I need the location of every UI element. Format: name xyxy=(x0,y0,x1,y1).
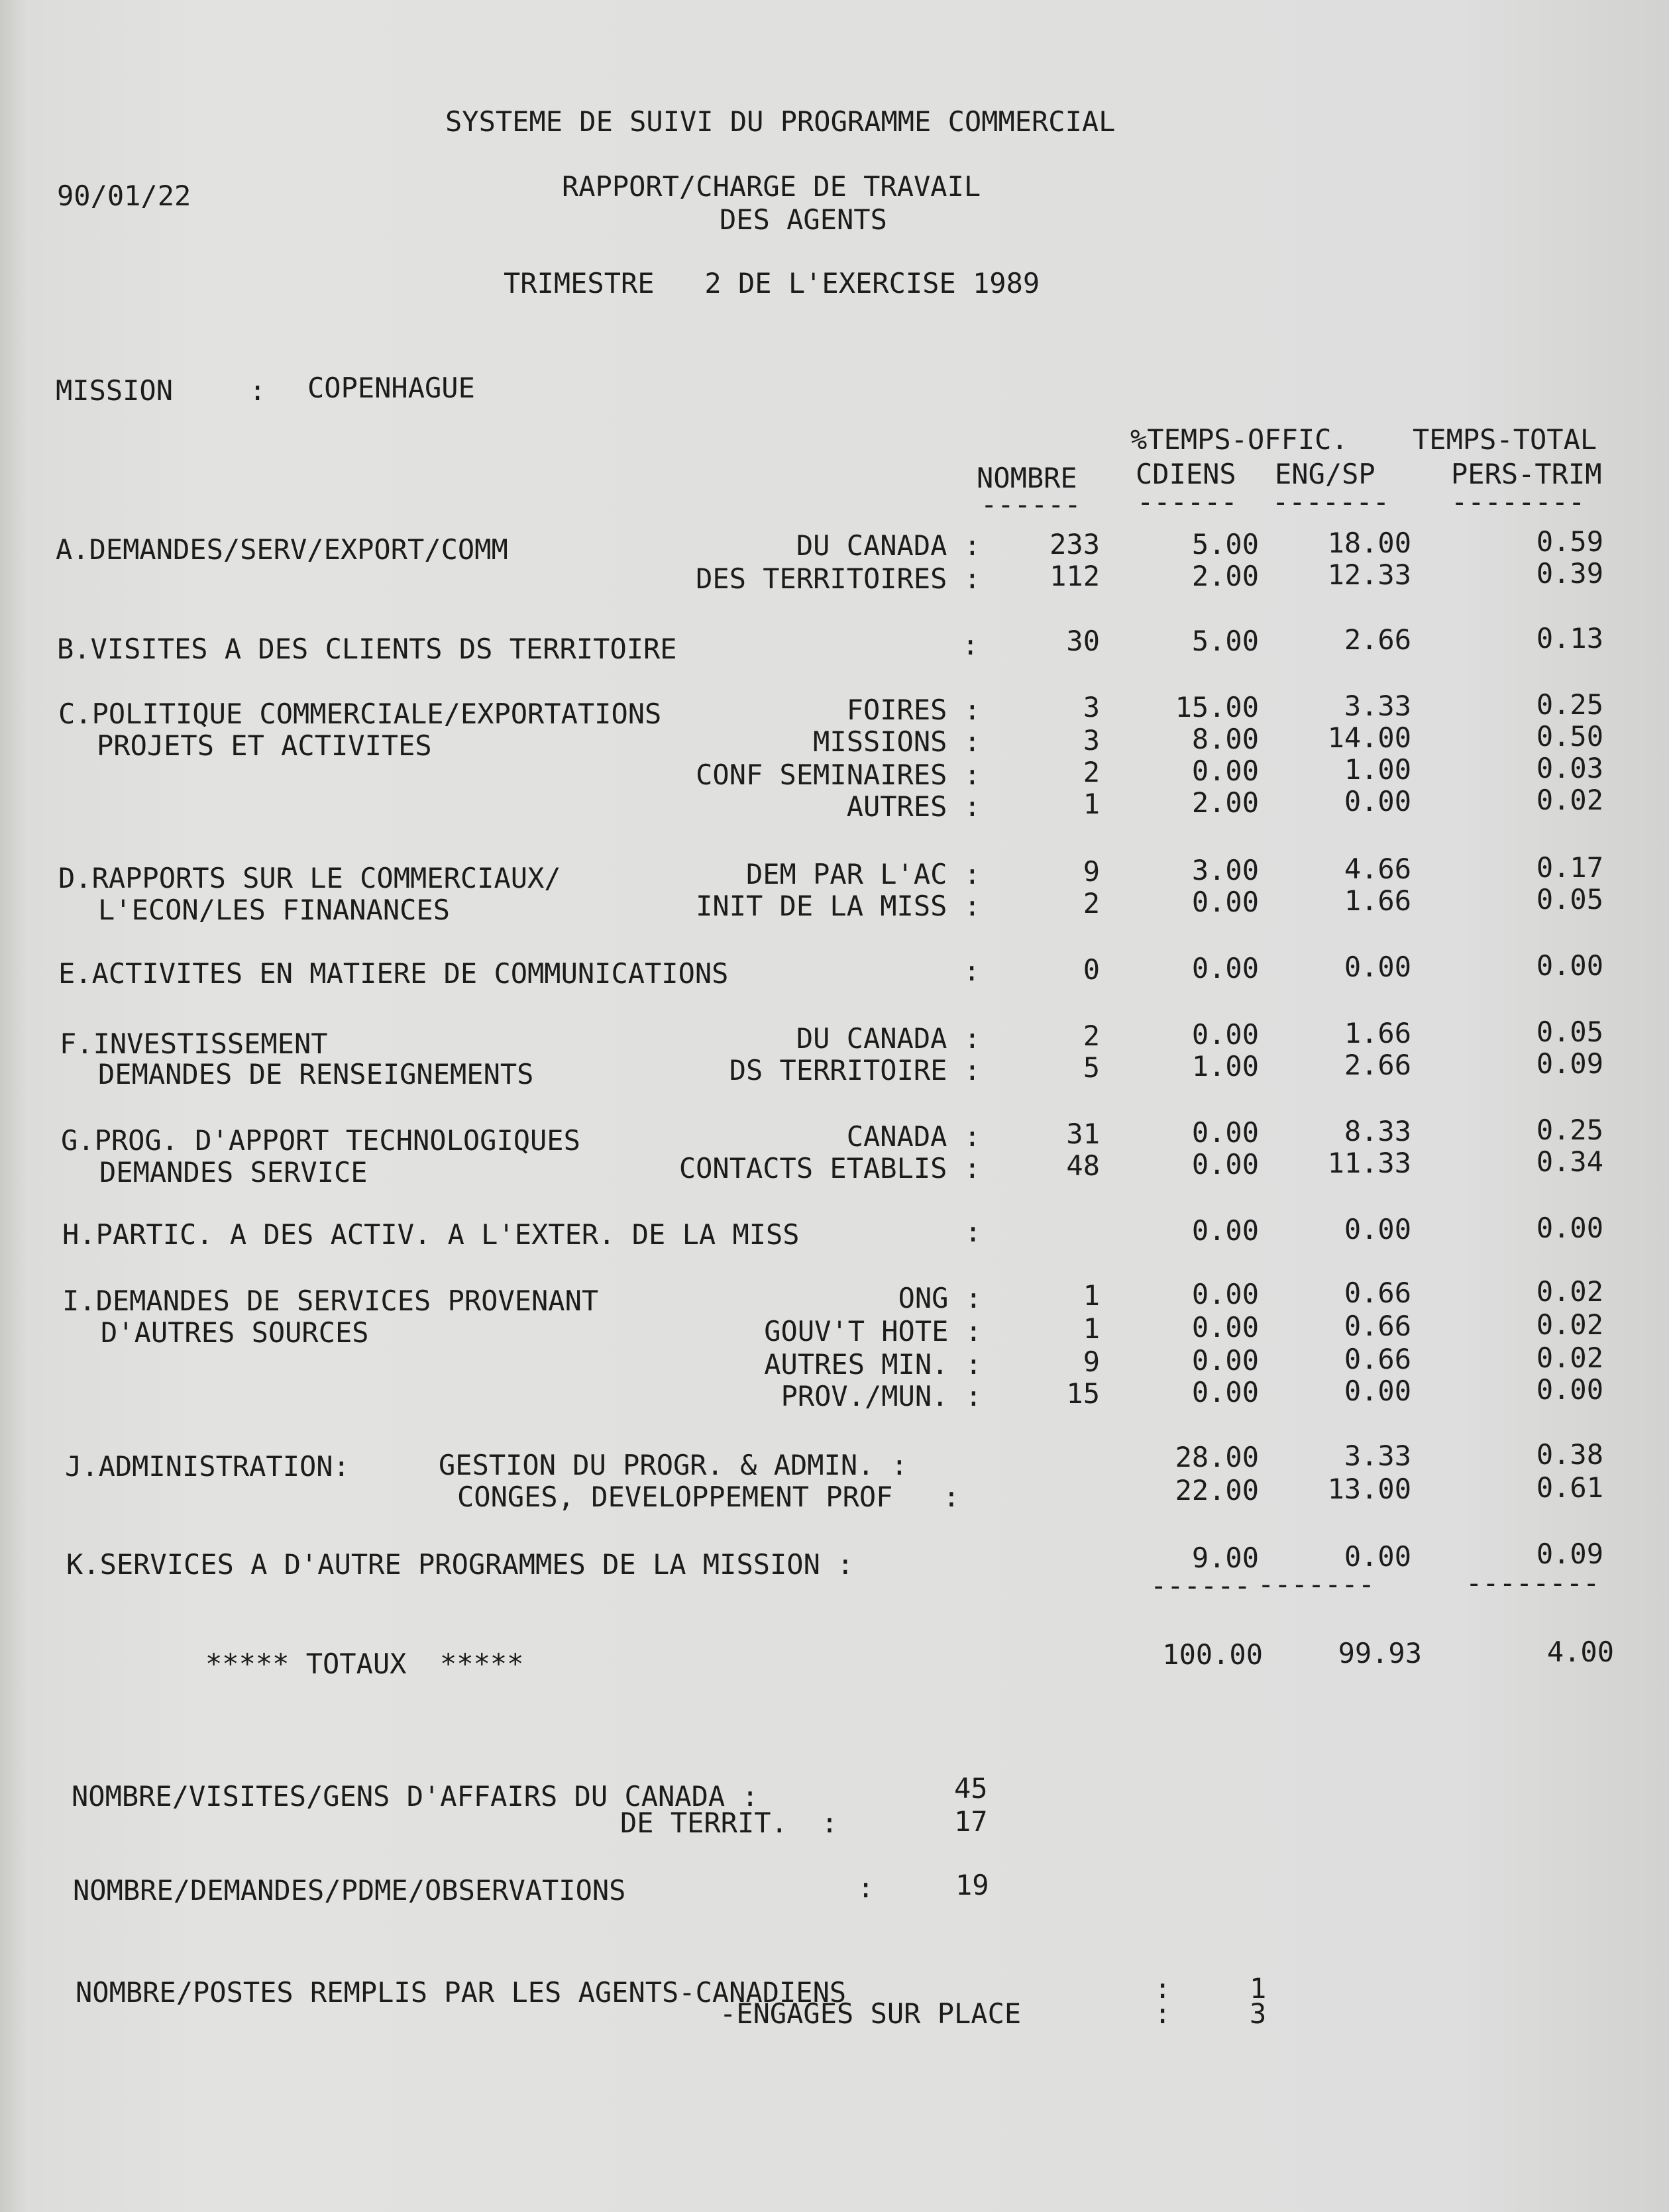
report-title-line-2: DES AGENTS xyxy=(720,203,887,236)
section-i-row-4-label: PROV./MUN. : xyxy=(781,1380,982,1412)
section-d-row-1-label: DEM PAR L'AC : xyxy=(745,858,981,890)
section-j-row-1-pers: 0.38 xyxy=(1536,1438,1603,1471)
section-i-title-2: D'AUTRES SOURCES xyxy=(101,1316,369,1349)
section-e-colon: : xyxy=(963,955,981,987)
section-j-row-1-label: GESTION DU PROGR. & ADMIN. : xyxy=(439,1449,908,1481)
section-c-title-2: PROJETS ET ACTIVITES xyxy=(97,729,432,762)
section-f-row-2-pers: 0.09 xyxy=(1536,1047,1603,1080)
section-i-row-4-engsp: 0.00 xyxy=(1344,1375,1411,1407)
section-c-row-2-cdiens: 8.00 xyxy=(1191,723,1259,755)
section-e-engsp: 0.00 xyxy=(1344,951,1411,983)
totals-cdiens: 100.00 xyxy=(1162,1638,1263,1671)
section-g-row-1-label: CANADA : xyxy=(846,1120,981,1153)
section-c-row-4-cdiens: 2.00 xyxy=(1191,786,1259,819)
section-c-row-2-nombre: 3 xyxy=(1083,724,1100,757)
requests-colon: : xyxy=(857,1871,875,1904)
posts-canadiens-colon: : xyxy=(1154,1972,1171,2005)
column-header-engsp: ENG/SP xyxy=(1275,458,1375,490)
section-i-row-1-engsp: 0.66 xyxy=(1344,1277,1411,1309)
totals-underline-engsp: ------- xyxy=(1258,1568,1375,1601)
section-h-colon: : xyxy=(965,1216,982,1248)
section-f-row-2-label: DS TERRITOIRE : xyxy=(729,1054,981,1086)
section-e-nombre: 0 xyxy=(1083,953,1100,986)
section-g-title-1: G.PROG. D'APPORT TECHNOLOGIQUES xyxy=(61,1124,580,1157)
section-a-row-2-label: DES TERRITOIRES : xyxy=(696,562,981,595)
column-header-nombre: NOMBRE xyxy=(977,462,1077,494)
section-i-row-1-nombre: 1 xyxy=(1083,1279,1100,1312)
section-i-row-4-cdiens: 0.00 xyxy=(1191,1376,1259,1408)
column-header-cdiens: CDIENS xyxy=(1136,458,1236,490)
section-c-row-4-pers: 0.02 xyxy=(1536,784,1603,816)
section-h-cdiens: 0.00 xyxy=(1191,1214,1259,1247)
section-g-row-2-cdiens: 0.00 xyxy=(1191,1148,1259,1181)
section-a-row-2-cdiens: 2.00 xyxy=(1191,560,1259,592)
section-i-row-2-engsp: 0.66 xyxy=(1344,1310,1411,1342)
section-i-row-3-engsp: 0.66 xyxy=(1344,1343,1411,1375)
column-underline-cdiens: ------ xyxy=(1137,486,1238,518)
section-d-row-2-cdiens: 0.00 xyxy=(1191,886,1259,918)
section-c-title-1: C.POLITIQUE COMMERCIALE/EXPORTATIONS xyxy=(58,698,662,730)
visits-canada-value: 45 xyxy=(954,1772,988,1805)
requests-label: NOMBRE/DEMANDES/PDME/OBSERVATIONS xyxy=(73,1874,626,1907)
section-a-row-1-engsp: 18.00 xyxy=(1327,527,1411,559)
mission-separator: : xyxy=(249,374,266,407)
totals-engsp: 99.93 xyxy=(1338,1637,1422,1669)
section-i-row-3-pers: 0.02 xyxy=(1536,1342,1603,1374)
section-j-row-2-label: CONGES, DEVELOPPEMENT PROF : xyxy=(457,1481,960,1513)
totals-underline-cdiens: ------ xyxy=(1150,1569,1251,1602)
section-k-cdiens: 9.00 xyxy=(1191,1542,1259,1574)
section-i-title-1: I.DEMANDES DE SERVICES PROVENANT xyxy=(62,1285,599,1317)
section-c-row-2-engsp: 14.00 xyxy=(1327,721,1411,754)
section-a-row-1-nombre: 233 xyxy=(1050,528,1100,560)
section-a-title: A.DEMANDES/SERV/EXPORT/COMM xyxy=(56,533,508,566)
section-h-pers: 0.00 xyxy=(1536,1212,1603,1244)
section-j-row-2-engsp: 13.00 xyxy=(1327,1473,1411,1505)
section-f-row-1-nombre: 2 xyxy=(1083,1020,1100,1052)
visits-canada-label: NOMBRE/VISITES/GENS D'AFFAIRS DU CANADA : xyxy=(72,1780,759,1813)
section-e-cdiens: 0.00 xyxy=(1191,952,1259,984)
column-underline-perstrim: -------- xyxy=(1451,486,1586,518)
section-f-row-1-pers: 0.05 xyxy=(1536,1016,1603,1048)
section-i-row-2-cdiens: 0.00 xyxy=(1191,1311,1259,1343)
section-i-row-2-nombre: 1 xyxy=(1083,1312,1100,1345)
section-d-row-1-nombre: 9 xyxy=(1083,855,1100,888)
section-i-row-4-nombre: 15 xyxy=(1066,1377,1100,1410)
section-j-title: J.ADMINISTRATION: xyxy=(65,1450,350,1483)
section-a-row-1-cdiens: 5.00 xyxy=(1191,528,1259,560)
section-c-row-4-nombre: 1 xyxy=(1083,788,1100,820)
column-group-total: TEMPS-TOTAL xyxy=(1413,423,1597,456)
section-f-row-1-engsp: 1.66 xyxy=(1344,1017,1411,1049)
section-d-row-2-pers: 0.05 xyxy=(1536,883,1603,916)
section-g-row-1-pers: 0.25 xyxy=(1536,1114,1603,1146)
system-title: SYSTEME DE SUIVI DU PROGRAMME COMMERCIAL xyxy=(445,105,1116,138)
section-i-row-1-label: ONG : xyxy=(898,1282,982,1314)
section-k-title: K.SERVICES A D'AUTRE PROGRAMMES DE LA MISSION : xyxy=(66,1548,854,1581)
section-h-title: H.PARTIC. A DES ACTIV. A L'EXTER. DE LA MISS xyxy=(62,1218,800,1251)
section-f-row-2-nombre: 5 xyxy=(1083,1051,1100,1084)
section-b-title: B.VISITES A DES CLIENTS DS TERRITOIRE xyxy=(57,633,677,665)
section-d-title-2: L'ECON/LES FINANANCES xyxy=(98,894,451,926)
section-g-row-2-engsp: 11.33 xyxy=(1327,1147,1411,1179)
section-a-row-2-nombre: 112 xyxy=(1050,560,1100,592)
posts-engages-colon: : xyxy=(1154,1997,1171,2030)
report-title-line-1: RAPPORT/CHARGE DE TRAVAIL xyxy=(562,170,981,203)
section-c-row-3-pers: 0.03 xyxy=(1536,752,1603,784)
totals-label: ***** TOTAUX ***** xyxy=(205,1648,524,1680)
section-j-row-2-cdiens: 22.00 xyxy=(1175,1474,1259,1506)
section-a-row-2-pers: 0.39 xyxy=(1536,557,1603,590)
section-c-row-1-cdiens: 15.00 xyxy=(1175,691,1259,723)
section-a-row-1-pers: 0.59 xyxy=(1536,525,1603,558)
posts-engages-label: -ENGAGES SUR PLACE xyxy=(720,1997,1022,2030)
section-e-pers: 0.00 xyxy=(1536,949,1603,982)
section-j-row-1-cdiens: 28.00 xyxy=(1175,1441,1259,1473)
section-d-row-1-cdiens: 3.00 xyxy=(1191,854,1259,886)
section-f-title-1: F.INVESTISSEMENT xyxy=(60,1027,328,1060)
section-d-row-2-label: INIT DE LA MISS : xyxy=(696,890,981,922)
section-c-row-2-pers: 0.50 xyxy=(1536,720,1603,753)
section-i-row-2-pers: 0.02 xyxy=(1536,1308,1603,1341)
section-a-row-1-label: DU CANADA : xyxy=(796,529,981,562)
section-g-row-1-engsp: 8.33 xyxy=(1344,1115,1411,1147)
section-i-row-1-cdiens: 0.00 xyxy=(1191,1278,1259,1310)
section-c-row-4-engsp: 0.00 xyxy=(1344,785,1411,817)
column-underline-nombre: ------ xyxy=(981,488,1081,521)
section-c-row-1-pers: 0.25 xyxy=(1536,688,1603,721)
section-b-nombre: 30 xyxy=(1066,625,1100,657)
posts-canadiens-label: NOMBRE/POSTES REMPLIS PAR LES AGENTS-CANADIENS xyxy=(76,1976,847,2009)
section-g-row-2-nombre: 48 xyxy=(1066,1149,1100,1182)
section-c-row-3-label: CONF SEMINAIRES : xyxy=(696,759,981,791)
section-i-row-1-pers: 0.02 xyxy=(1536,1275,1603,1308)
section-g-row-2-label: CONTACTS ETABLIS : xyxy=(678,1152,981,1185)
posts-canadiens-value: 1 xyxy=(1250,1972,1267,2005)
section-c-row-2-label: MISSIONS : xyxy=(813,725,981,758)
section-a-row-2-engsp: 12.33 xyxy=(1327,558,1411,591)
section-c-row-1-nombre: 3 xyxy=(1083,691,1100,723)
section-g-title-2: DEMANDES SERVICE xyxy=(99,1156,368,1188)
section-b-pers: 0.13 xyxy=(1536,622,1603,655)
mission-value: COPENHAGUE xyxy=(307,372,475,404)
section-i-row-4-pers: 0.00 xyxy=(1536,1373,1603,1406)
section-f-row-2-cdiens: 1.00 xyxy=(1191,1050,1259,1082)
totals-underline-pers: -------- xyxy=(1466,1567,1600,1599)
section-i-row-2-label: GOUV'T HOTE : xyxy=(764,1315,982,1347)
column-header-perstrim: PERS-TRIM xyxy=(1451,458,1602,490)
section-b-engsp: 2.66 xyxy=(1344,623,1411,656)
mission-label: MISSION xyxy=(56,374,174,407)
section-d-row-2-engsp: 1.66 xyxy=(1344,884,1411,917)
section-g-row-1-nombre: 31 xyxy=(1066,1118,1100,1150)
section-j-row-1-engsp: 3.33 xyxy=(1344,1440,1411,1472)
section-d-row-1-pers: 0.17 xyxy=(1536,851,1603,884)
section-k-engsp: 0.00 xyxy=(1344,1540,1411,1573)
section-h-engsp: 0.00 xyxy=(1344,1213,1411,1245)
section-k-pers: 0.09 xyxy=(1536,1538,1603,1570)
report-date: 90/01/22 xyxy=(57,180,191,212)
section-b-colon: : xyxy=(962,629,979,661)
section-d-row-2-nombre: 2 xyxy=(1083,887,1100,920)
section-c-row-3-cdiens: 0.00 xyxy=(1191,755,1259,787)
section-c-row-4-label: AUTRES : xyxy=(846,790,981,823)
section-b-cdiens: 5.00 xyxy=(1191,625,1259,657)
totals-pers: 4.00 xyxy=(1546,1636,1614,1668)
section-f-title-2: DEMANDES DE RENSEIGNEMENTS xyxy=(98,1058,534,1090)
posts-engages-value: 3 xyxy=(1250,1997,1267,2030)
section-d-row-1-engsp: 4.66 xyxy=(1344,853,1411,885)
section-g-row-1-cdiens: 0.00 xyxy=(1191,1116,1259,1149)
section-i-row-3-nombre: 9 xyxy=(1083,1345,1100,1378)
section-f-row-2-engsp: 2.66 xyxy=(1344,1049,1411,1081)
section-f-row-1-cdiens: 0.00 xyxy=(1191,1018,1259,1051)
section-e-title: E.ACTIVITES EN MATIERE DE COMMUNICATIONS xyxy=(58,957,729,990)
section-i-row-3-cdiens: 0.00 xyxy=(1191,1344,1259,1377)
section-c-row-1-engsp: 3.33 xyxy=(1344,690,1411,722)
section-c-row-3-nombre: 2 xyxy=(1083,756,1100,788)
visits-territ-value: 17 xyxy=(954,1805,988,1838)
section-i-row-3-label: AUTRES MIN. : xyxy=(764,1348,982,1381)
section-d-title-1: D.RAPPORTS SUR LE COMMERCIAUX/ xyxy=(58,862,561,894)
section-g-row-2-pers: 0.34 xyxy=(1536,1145,1603,1178)
section-f-row-1-label: DU CANADA : xyxy=(796,1022,981,1055)
column-underline-engsp: ------- xyxy=(1272,486,1390,518)
section-j-row-2-pers: 0.61 xyxy=(1536,1471,1603,1504)
requests-value: 19 xyxy=(955,1869,989,1901)
visits-territ-label: DE TERRIT. : xyxy=(620,1807,838,1839)
column-group-offic: %TEMPS-OFFIC. xyxy=(1130,423,1348,456)
quarter-line: TRIMESTRE 2 DE L'EXERCISE 1989 xyxy=(504,267,1040,299)
section-c-row-3-engsp: 1.00 xyxy=(1344,753,1411,786)
section-c-row-1-label: FOIRES : xyxy=(846,694,981,726)
